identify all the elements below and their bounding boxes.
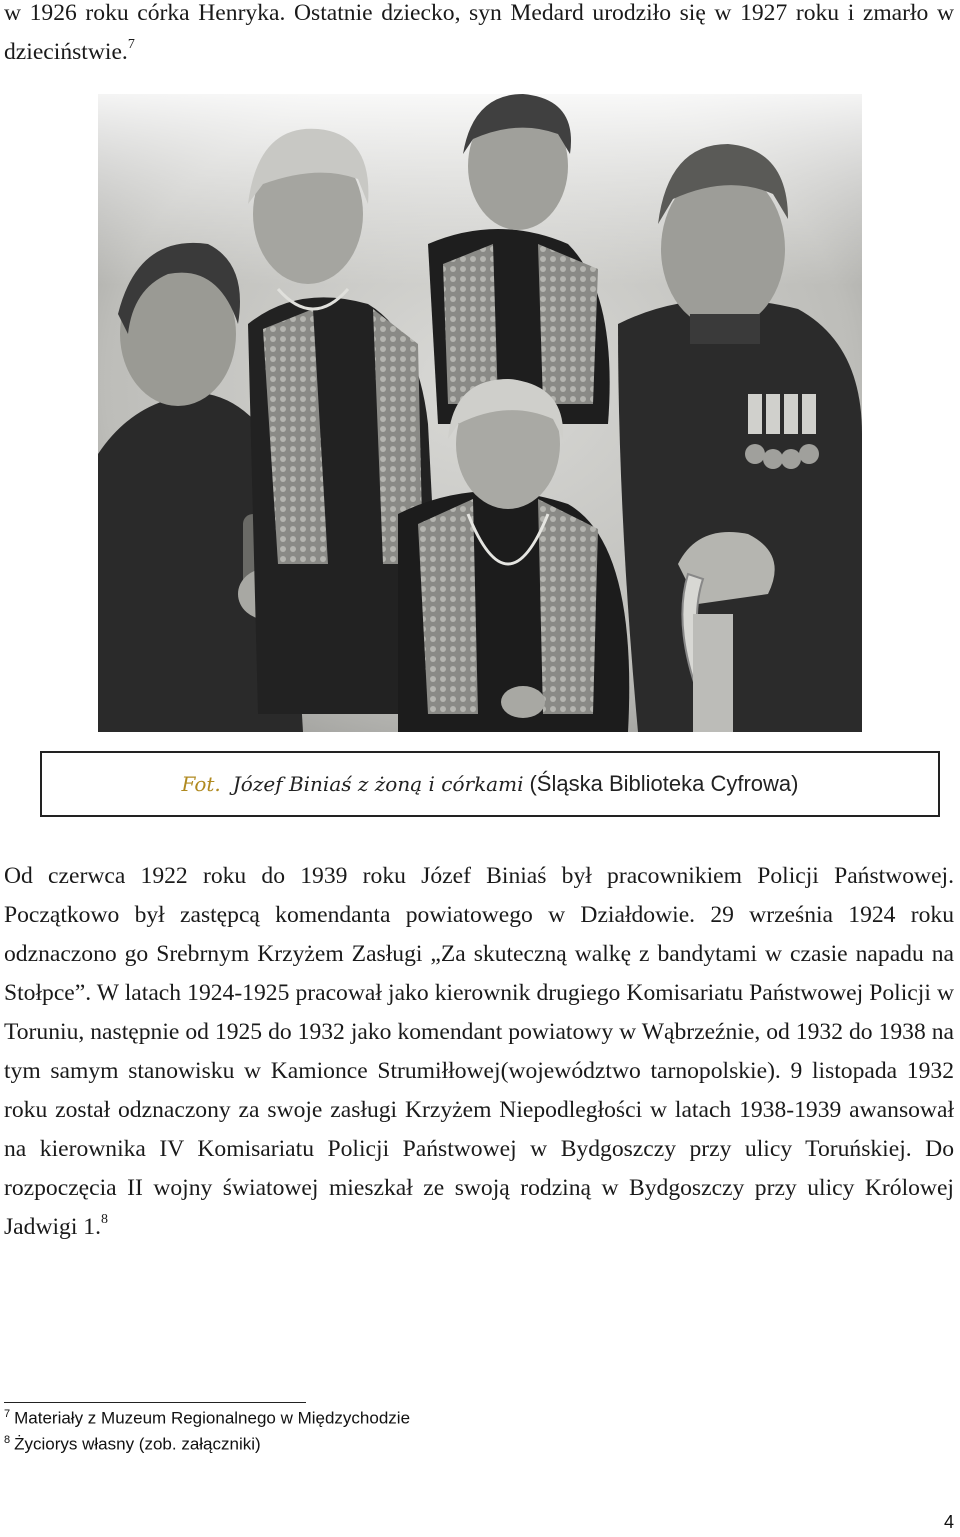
family-portrait-photo (98, 94, 862, 732)
footnote-8 (4, 1434, 261, 1455)
caption-title: Józef Biniaś z żoną i córkami (232, 772, 524, 796)
footnote-text: Życiorys własny (zob. załączniki) (14, 1434, 261, 1454)
body-paragraph (4, 857, 954, 1247)
footnote-ref-7[interactable]: 7 (127, 37, 135, 53)
photo-caption (40, 751, 940, 817)
footnote-number: 7 (4, 1408, 11, 1420)
intro-paragraph (4, 0, 954, 72)
page-number: 4 (943, 1512, 954, 1532)
footnote-text: Materiały z Muzeum Regionalnego w Międzychodzie (14, 1408, 411, 1428)
intro-text: w 1926 roku córka Henryka. Ostatnie dziecko, syn Medard urodziło się w 1927 roku i zmarło w dzieciństwie. (4, 0, 954, 65)
footnote-7 (4, 1408, 410, 1429)
body-text: Od czerwca 1922 roku do 1939 roku Józef Biniaś był pracownikiem Policji Państwowej. Początkowo był zastępcą komendanta powiatowego w Działdowie. 29 września 1924 roku odznaczono go Srebrnym Krzyżem Zasługi „Za skuteczną walkę z bandytami w czasie napadu na Stołpce”. W latach 1924-1925 pracował jako kierownik drugiego Komisariatu Państwowej Policji w Toruniu, następnie od 1925 do 1932 jako komendant powiatowy w Wąbrzeźnie, od 1932 do 1938 na tym samym stanowisku w Kamionce Strumiłłowej(województwo tarnopolskie). 9 listopada 1932 roku został odznaczony za swoje zasługi Krzyżem Niepodległości w latach 1938-1939 awansował na kierownika IV Komisariatu Policji Państwowej w Bydgoszczy przy ulicy Toruńskiej. Do rozpoczęcia II wojny światowej mieszkał ze swoją rodziną w Bydgoszczy przy ulicy Królowej Jadwigi 1. (4, 863, 954, 1240)
footnote-separator (4, 1402, 306, 1403)
caption-prefix: Fot. (181, 772, 221, 796)
footnote-ref-8[interactable]: 8 (101, 1212, 108, 1228)
caption-source: (Śląska Biblioteka Cyfrowa) (529, 771, 799, 796)
footnote-number: 8 (4, 1434, 11, 1446)
